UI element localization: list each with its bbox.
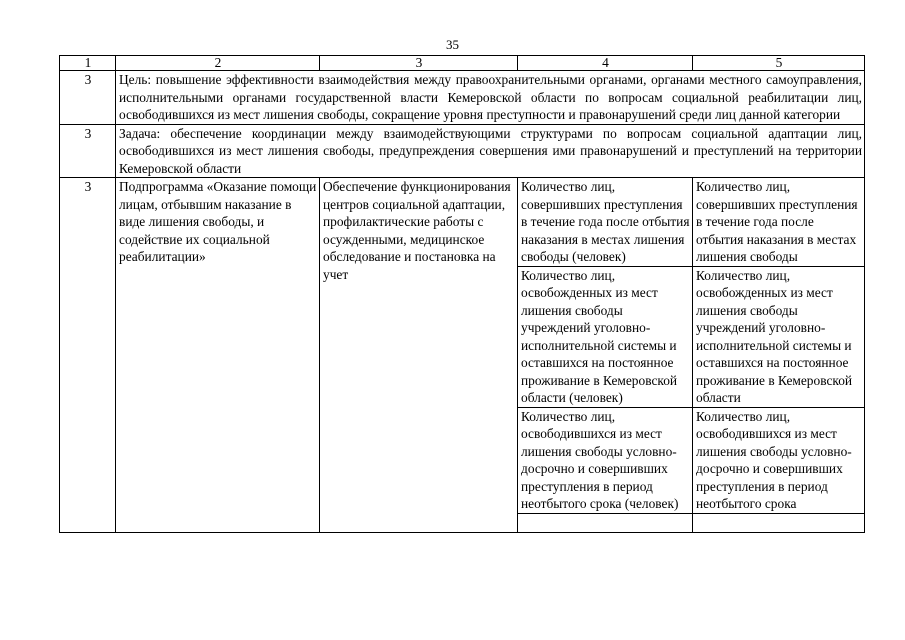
subprogram-activity: Обеспечение функционирования центров социальной адаптации, профилактические работы с осужденными, медицинское обследование и постановка на учет: [320, 178, 518, 533]
subprogram-row: [60, 178, 865, 267]
task-text: Задача: обеспечение координации между взаимодействующими структурами по вопросам социальной адаптации лиц, освободившихся из мест лишения свободы, предупреждения совершения ими правонарушений и преступлений на территории Кемеровской области: [116, 124, 865, 178]
indicator-1-description: Количество лиц, совершивших преступления в течение года после отбытия наказания в местах лишения свободы: [693, 178, 865, 267]
page-number: 35: [446, 37, 459, 52]
indicator-1-name: Количество лиц, совершивших преступления в течение года после отбытия наказания в местах лишения свободы (человек): [518, 178, 693, 267]
header-col-1: 1: [60, 56, 116, 71]
program-table: [59, 55, 865, 533]
filler-cell-5: [693, 513, 865, 532]
subprogram-name: Подпрограмма «Оказание помощи лицам, отбывшим наказание в виде лишения свободы, и содействие их социальной реабилитации»: [116, 178, 320, 533]
header-col-4: 4: [518, 56, 693, 71]
task-row: [60, 124, 865, 178]
indicator-2-name: Количество лиц, освобожденных из мест лишения свободы учреждений уголовно-исполнительной системы и оставшихся на постоянное проживание в Кемеровской области (человек): [518, 266, 693, 407]
indicator-3-name: Количество лиц, освободившихся из мест лишения свободы условно-досрочно и совершивших преступления в период неотбытого срока (человек): [518, 407, 693, 513]
goal-row: [60, 71, 865, 125]
goal-text: Цель: повышение эффективности взаимодействия между правоохранительными органами, органами местного самоуправления, исполнительными органами государственной власти Кемеровской области по вопросам социальной реабилитации лиц, освободившихся из мест лишения свободы, сокращение уровня преступности и правонарушений среди лиц данной категории: [116, 71, 865, 125]
filler-cell-4: [518, 513, 693, 532]
header-col-5: 5: [693, 56, 865, 71]
goal-number: 3: [60, 71, 116, 125]
task-number: 3: [60, 124, 116, 178]
indicator-3-description: Количество лиц, освободившихся из мест лишения свободы условно-досрочно и совершивших преступления в период неотбытого срока: [693, 407, 865, 513]
subprogram-number: 3: [60, 178, 116, 533]
header-row: [60, 56, 865, 71]
indicator-2-description: Количество лиц, освобожденных из мест лишения свободы учреждений уголовно-исполнительной системы и оставшихся на постоянное проживание в Кемеровской области: [693, 266, 865, 407]
header-col-2: 2: [116, 56, 320, 71]
header-col-3: 3: [320, 56, 518, 71]
